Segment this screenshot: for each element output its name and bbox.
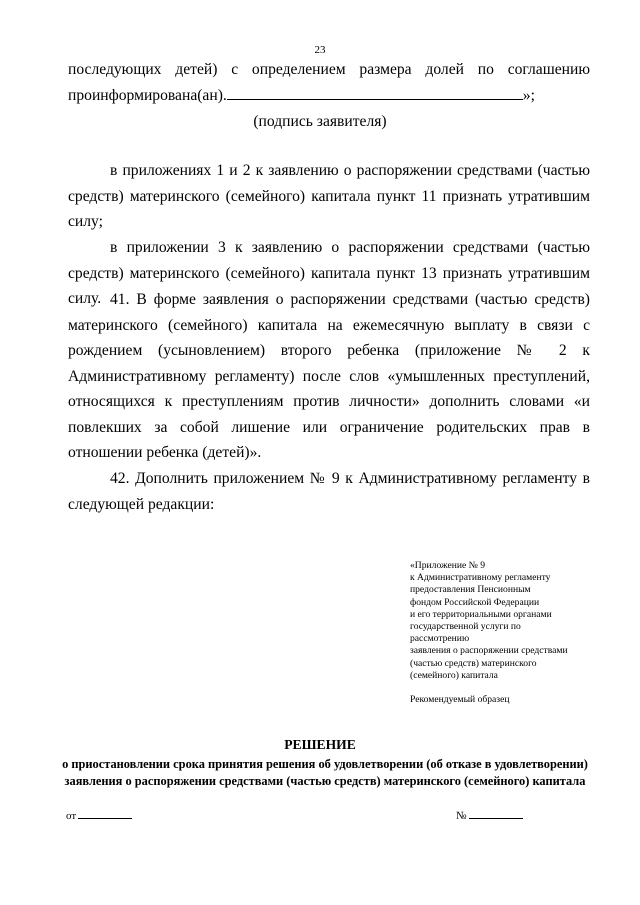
appendix-line: к Административному регламенту [410, 572, 551, 584]
decision-title: РЕШЕНИЕ [284, 737, 356, 752]
signature-caption: (подпись заявителя) [253, 113, 387, 130]
informed-end: »; [522, 86, 535, 104]
sample-label: Рекомендуемый образец [410, 694, 510, 705]
paragraph-text: в приложениях 1 и 2 к заявлению о распоряжении средствами (частью средств) материнского (семейного) капитала пункт 11 признать утратившим силу; [68, 162, 590, 230]
number-label: № [456, 810, 467, 822]
paragraph-text: в приложении 3 к заявлению о распоряжении средствами (частью средств) материнского (семейного) капитала пункт 13 признать утратившим силу. [68, 239, 590, 307]
date-field [66, 808, 132, 822]
top-continuation [68, 57, 590, 108]
paragraph-text: 41. В форме заявления о распоряжении средствами (частью средств) материнского (семейного) капитала на ежемесячную выплату в связи с рождением (усыновлением) второго ребенка (приложение № 2 к Административному регламенту) после слов «умышленных преступлений, относящихся к преступлениям против личности» дополнить словами «и повлекших за собой лишение или ограничение родительских прав в отношении ребенка (детей)». [68, 291, 590, 461]
appendix-line: государственной услуги по [410, 621, 521, 633]
date-label: от [66, 810, 77, 822]
continuation-line: последующих детей) с определением размера долей по соглашению [68, 61, 590, 78]
appendix-line: (семейного) капитала [410, 669, 498, 681]
decision-subtitle: о приостановлении срока принятия решения об удовлетворении (об отказе в удовлетворении) заявления о распоряжении средствами (частью средств) материнского (семейного) капитала [62, 757, 588, 788]
appendix-line: «Приложение № 9 [410, 560, 486, 571]
paragraph-41 [68, 287, 590, 466]
paragraph-42 [68, 466, 590, 517]
appendix-line: рассмотрению [410, 633, 470, 645]
signature-line [227, 83, 523, 100]
appendix-header-note [410, 560, 600, 682]
number-field [456, 808, 523, 822]
appendix-line: фондом Российской Федерации [410, 596, 540, 608]
appendix-line: заявления о распоряжении средствами [410, 645, 568, 657]
appendix-line: (частью средств) материнского [410, 657, 537, 669]
appendix-line: предоставления Пенсионным [410, 584, 531, 596]
informed-line [68, 83, 590, 109]
informed-label: проинформирована(ан). [68, 86, 227, 104]
appendix-line: и его территориальными органами [410, 608, 552, 620]
page-number: 23 [314, 44, 326, 56]
paragraph-appendix-1-2 [68, 158, 590, 235]
number-blank-line [469, 808, 523, 819]
date-blank-line [78, 808, 132, 819]
paragraph-text: 42. Дополнить приложением № 9 к Административному регламенту в следующей редакции: [68, 470, 590, 513]
